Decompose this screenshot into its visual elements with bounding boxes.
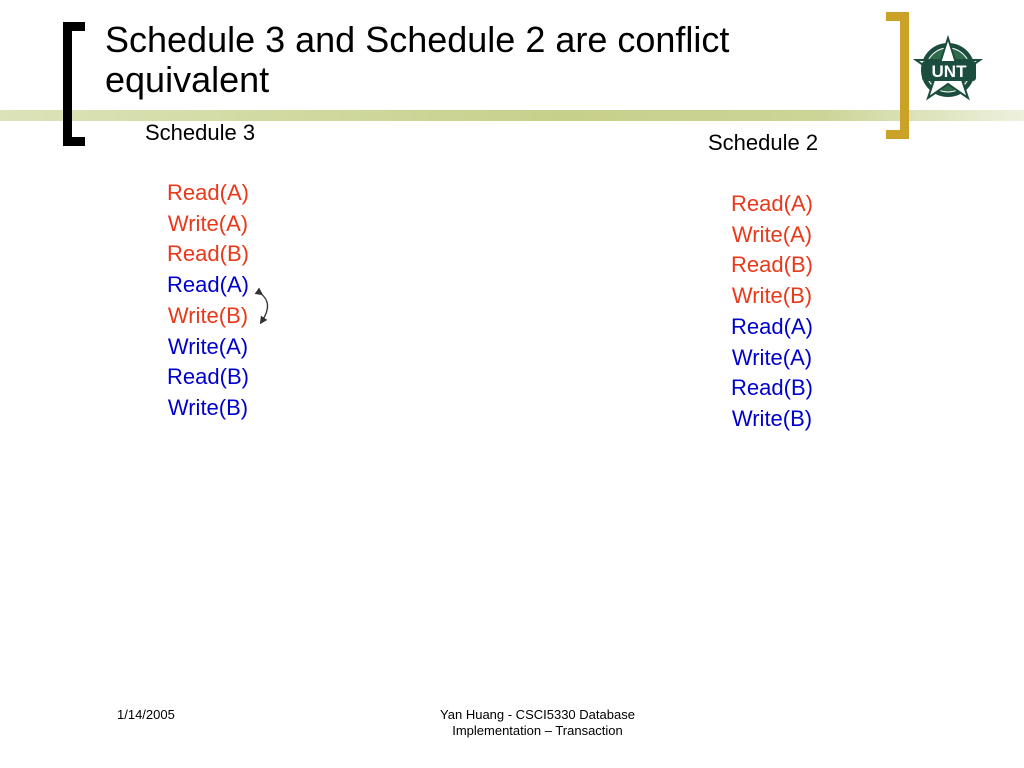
schedule2-operation: Write(B): [731, 405, 813, 431]
unt-logo-icon: [910, 34, 990, 106]
logo-text: UNT: [931, 62, 967, 81]
schedule2-operation: Write(A): [731, 221, 813, 247]
schedule3-operation: Write(B): [167, 302, 249, 328]
schedule3-heading: Schedule 3: [145, 120, 256, 145]
schedule2-operation: Read(B): [731, 375, 813, 401]
schedule2-operation: Read(B): [731, 252, 813, 278]
schedule3-operation: Write(A): [167, 333, 249, 359]
schedule2-operation: Write(B): [731, 283, 813, 309]
schedule3-operation: Read(A): [167, 180, 249, 205]
schedule3-operation: Read(A): [167, 272, 249, 298]
schedule3-operation: Read(B): [167, 241, 249, 267]
schedule2-heading: Schedule 2: [708, 130, 819, 155]
schedule3-operation: Read(B): [167, 364, 249, 390]
left-bracket-decoration: [63, 22, 85, 146]
slide-title: Schedule 3 and Schedule 2 are conflict equivalent: [105, 19, 730, 100]
footer-date: 1/14/2005: [117, 707, 175, 722]
right-bracket-decoration: [886, 12, 909, 139]
schedule3-operation: Write(B): [167, 394, 249, 420]
schedule2-operation: Write(A): [731, 344, 813, 370]
footer-credit: Yan Huang - CSCI5330 Database Implementation – Transaction: [440, 707, 635, 738]
schedule3-operation: Write(A): [167, 210, 249, 236]
swap-arrow-icon: [254, 287, 276, 327]
schedule2-operation: Read(A): [731, 313, 813, 339]
schedule2-operation: Read(A): [731, 191, 813, 216]
